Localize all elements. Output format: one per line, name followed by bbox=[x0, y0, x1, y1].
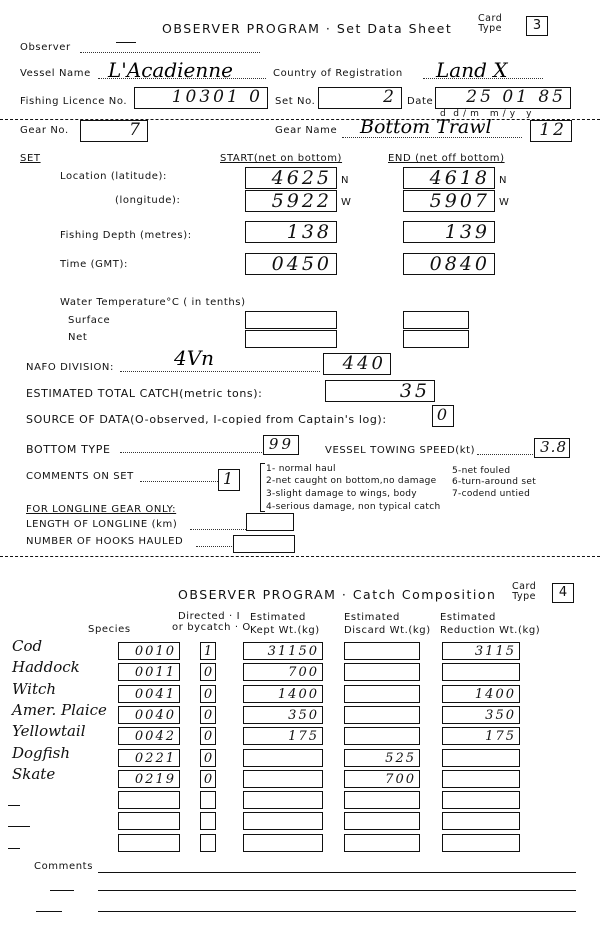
discard-weight-box[interactable] bbox=[344, 791, 420, 809]
set-sheet-title: OBSERVER PROGRAM · Set Data Sheet bbox=[162, 21, 453, 36]
observer-line[interactable] bbox=[80, 52, 260, 53]
bottom-type-label: BOTTOM TYPE bbox=[26, 443, 111, 456]
end-latitude[interactable]: 4618 bbox=[403, 167, 495, 189]
gear-code-box[interactable]: 12 bbox=[530, 120, 572, 142]
vessel-name-value[interactable]: L'Acadienne bbox=[108, 58, 233, 82]
hooks-line bbox=[196, 546, 232, 547]
comments-line-1[interactable] bbox=[98, 872, 576, 873]
directed-box[interactable] bbox=[200, 791, 216, 809]
reduction-header: Estimated Reduction Wt.(kg) bbox=[440, 612, 541, 636]
species-name-line[interactable] bbox=[8, 826, 30, 827]
latitude-label: Location (latitude): bbox=[60, 171, 168, 182]
kept-weight-box[interactable] bbox=[243, 791, 323, 809]
start-time[interactable]: 0450 bbox=[245, 253, 337, 275]
species-code-box[interactable]: 0219 bbox=[118, 770, 180, 788]
directed-header: Directed · I bbox=[178, 611, 241, 622]
discard-weight-box[interactable] bbox=[344, 706, 420, 724]
comment-code-4: 4-serious damage, non typical catch bbox=[266, 502, 441, 512]
bottom-type-line bbox=[120, 452, 262, 453]
comments-line-3a bbox=[36, 911, 62, 912]
directed-box[interactable] bbox=[200, 812, 216, 830]
comments-label: Comments bbox=[34, 861, 94, 872]
comment-codes-bracket bbox=[260, 463, 265, 512]
start-lat-n: N bbox=[341, 175, 350, 186]
discard-weight-box[interactable] bbox=[344, 834, 420, 852]
comment-code-6: 6-turn-around set bbox=[452, 477, 537, 487]
reduction-weight-box[interactable] bbox=[442, 663, 520, 681]
kept-weight-box[interactable] bbox=[243, 770, 323, 788]
directed-box[interactable]: 0 bbox=[200, 727, 216, 745]
kept-weight-box[interactable]: 175 bbox=[243, 727, 323, 745]
discard-weight-box[interactable] bbox=[344, 812, 420, 830]
licence-box[interactable]: 10301 0 bbox=[134, 87, 268, 109]
longline-length-label: LENGTH OF LONGLINE (km) bbox=[26, 519, 178, 530]
time-label: Time (GMT): bbox=[60, 259, 128, 270]
gear-name-label: Gear Name bbox=[275, 125, 338, 136]
country-label: Country of Registration bbox=[273, 68, 403, 79]
directed-box[interactable]: 0 bbox=[200, 770, 216, 788]
species-name[interactable]: Haddock bbox=[12, 658, 80, 676]
reduction-weight-box[interactable]: 3115 bbox=[442, 642, 520, 660]
discard-weight-box[interactable] bbox=[344, 663, 420, 681]
card-type-label: Card Type bbox=[478, 13, 503, 34]
longline-length-line bbox=[190, 529, 246, 530]
kept-weight-box[interactable] bbox=[243, 834, 323, 852]
observer-label: Observer bbox=[20, 42, 71, 53]
start-header bbox=[220, 154, 342, 164]
source-box[interactable]: 0 bbox=[432, 405, 454, 427]
reduction-weight-box[interactable]: 350 bbox=[442, 706, 520, 724]
discard-weight-box[interactable]: 525 bbox=[344, 749, 420, 767]
directed-box[interactable] bbox=[200, 834, 216, 852]
licence-label: Fishing Licence No. bbox=[20, 96, 128, 107]
comment-code-7: 7-codend untied bbox=[452, 489, 531, 499]
species-name[interactable]: Skate bbox=[12, 765, 56, 783]
species-code-box[interactable]: 0221 bbox=[118, 749, 180, 767]
date-format: d d / m m / y y bbox=[440, 109, 533, 119]
directed-box[interactable]: 1 bbox=[200, 642, 216, 660]
species-code-box[interactable] bbox=[118, 812, 180, 830]
set-no-label: Set No. bbox=[275, 96, 316, 107]
reduction-weight-box[interactable] bbox=[442, 770, 520, 788]
nafo-line bbox=[120, 371, 320, 372]
longitude-label: (longitude): bbox=[115, 195, 181, 206]
gear-no-box[interactable]: 7 bbox=[80, 120, 148, 142]
discard-weight-box[interactable]: 700 bbox=[344, 770, 420, 788]
date-box[interactable]: 25 01 85 bbox=[435, 87, 571, 109]
species-code-box[interactable]: 0011 bbox=[118, 663, 180, 681]
observer-mark bbox=[116, 42, 136, 43]
kept-weight-box[interactable] bbox=[243, 749, 323, 767]
kept-weight-box[interactable]: 700 bbox=[243, 663, 323, 681]
net-temp-label: Net bbox=[68, 332, 88, 343]
kept-header: Estimated Kept Wt.(kg) bbox=[250, 612, 320, 636]
catch-card-type-box[interactable]: 4 bbox=[552, 583, 574, 603]
bottom-type-box[interactable]: 99 bbox=[263, 435, 299, 455]
towing-speed-box[interactable]: 3.8 bbox=[534, 438, 570, 458]
reduction-weight-box[interactable] bbox=[442, 791, 520, 809]
towing-speed-label: VESSEL TOWING SPEED(kt) bbox=[325, 445, 476, 456]
country-value[interactable]: Land X bbox=[436, 58, 508, 82]
end-surface-temp[interactable] bbox=[403, 311, 469, 329]
species-name[interactable]: Dogfish bbox=[12, 744, 71, 762]
species-code-box[interactable]: 0041 bbox=[118, 685, 180, 703]
comment-code-1: 1- normal haul bbox=[266, 464, 336, 474]
gear-no-label: Gear No. bbox=[20, 125, 69, 136]
longline-label: FOR LONGLINE GEAR ONLY: bbox=[26, 504, 177, 515]
source-label: SOURCE OF DATA(O-observed, I-copied from Captain's log): bbox=[26, 413, 387, 426]
start-longitude[interactable]: 5922 bbox=[245, 190, 337, 212]
date-label: Date bbox=[407, 96, 434, 107]
discard-weight-box[interactable] bbox=[344, 642, 420, 660]
reduction-weight-box[interactable]: 175 bbox=[442, 727, 520, 745]
comment-code-3: 3-slight damage to wings, body bbox=[266, 489, 417, 499]
comment-code-5: 5-net fouled bbox=[452, 466, 511, 476]
comments-set-line bbox=[140, 481, 218, 482]
nafo-code-box[interactable]: 440 bbox=[323, 353, 391, 375]
kept-weight-box[interactable]: 31150 bbox=[243, 642, 323, 660]
discard-header: Estimated Discard Wt.(kg) bbox=[344, 612, 431, 636]
end-time[interactable]: 0840 bbox=[403, 253, 495, 275]
comments-line-2[interactable] bbox=[98, 890, 576, 891]
vessel-name-line bbox=[98, 78, 266, 79]
directed-box[interactable]: 0 bbox=[200, 685, 216, 703]
end-header bbox=[388, 154, 505, 164]
end-longitude[interactable]: 5907 bbox=[403, 190, 495, 212]
species-name[interactable]: Amer. Plaice bbox=[12, 701, 107, 719]
catch-box[interactable]: 35 bbox=[325, 380, 435, 402]
comment-code-2: 2-net caught on bottom,no damage bbox=[266, 476, 437, 486]
species-code-box[interactable]: 0010 bbox=[118, 642, 180, 660]
end-depth[interactable]: 139 bbox=[403, 221, 495, 243]
water-temp-label: Water Temperature°C ( in tenths) bbox=[60, 297, 246, 308]
towing-speed-line bbox=[477, 454, 533, 455]
species-name[interactable]: Yellowtail bbox=[12, 722, 86, 740]
start-lon-w: W bbox=[341, 197, 352, 208]
vessel-name-label: Vessel Name bbox=[20, 68, 91, 79]
card-type-box[interactable]: 3 bbox=[526, 16, 548, 36]
species-name[interactable]: Cod bbox=[12, 637, 43, 655]
set-no-box[interactable]: 2 bbox=[318, 87, 402, 109]
directed-box[interactable]: 0 bbox=[200, 663, 216, 681]
species-name-line[interactable] bbox=[8, 848, 20, 849]
comments-set-label: COMMENTS ON SET bbox=[26, 471, 134, 482]
kept-weight-box[interactable] bbox=[243, 812, 323, 830]
species-name[interactable]: Witch bbox=[12, 680, 57, 698]
nafo-label: NAFO DIVISION: bbox=[26, 362, 114, 373]
catch-sheet-title: OBSERVER PROGRAM · Catch Composition bbox=[178, 587, 497, 602]
reduction-weight-box[interactable]: 1400 bbox=[442, 685, 520, 703]
reduction-weight-box[interactable] bbox=[442, 812, 520, 830]
gear-name-value[interactable]: Bottom Trawl bbox=[360, 116, 492, 138]
discard-weight-box[interactable] bbox=[344, 727, 420, 745]
end-lon-w: W bbox=[499, 197, 510, 208]
end-header-text: END (net off bottom) bbox=[388, 153, 505, 164]
species-name-line[interactable] bbox=[8, 805, 20, 806]
kept-weight-box[interactable]: 1400 bbox=[243, 685, 323, 703]
species-code-box[interactable]: 0040 bbox=[118, 706, 180, 724]
start-surface-temp[interactable] bbox=[245, 311, 337, 329]
end-net-temp[interactable] bbox=[403, 330, 469, 348]
discard-weight-box[interactable] bbox=[344, 685, 420, 703]
reduction-weight-box[interactable] bbox=[442, 834, 520, 852]
gear-name-line bbox=[342, 137, 522, 138]
catch-label: ESTIMATED TOTAL CATCH(metric tons): bbox=[26, 387, 263, 400]
comments-line-2a bbox=[50, 890, 74, 891]
surface-label: Surface bbox=[68, 315, 111, 326]
depth-label: Fishing Depth (metres): bbox=[60, 230, 192, 241]
end-lat-n: N bbox=[499, 175, 508, 186]
reduction-weight-box[interactable] bbox=[442, 749, 520, 767]
start-depth[interactable]: 138 bbox=[245, 221, 337, 243]
start-latitude[interactable]: 4625 bbox=[245, 167, 337, 189]
start-header-text: START(net on bottom) bbox=[220, 153, 343, 164]
nafo-written[interactable]: 4Vn bbox=[174, 346, 215, 370]
bycatch-header: or bycatch · O bbox=[172, 622, 251, 633]
country-line bbox=[423, 78, 543, 79]
directed-box[interactable]: 0 bbox=[200, 706, 216, 724]
set-section-label: SET bbox=[20, 153, 41, 164]
species-code-box[interactable] bbox=[118, 791, 180, 809]
comments-set-box[interactable]: 1 bbox=[218, 469, 240, 491]
start-net-temp[interactable] bbox=[245, 330, 337, 348]
comments-line-3[interactable] bbox=[98, 911, 576, 912]
species-code-box[interactable] bbox=[118, 834, 180, 852]
directed-box[interactable]: 0 bbox=[200, 749, 216, 767]
hooks-label: NUMBER OF HOOKS HAULED bbox=[26, 536, 184, 547]
catch-card-type-label: Card Type bbox=[512, 581, 537, 602]
separator-middle bbox=[0, 556, 600, 557]
kept-weight-box[interactable]: 350 bbox=[243, 706, 323, 724]
species-header: Species bbox=[88, 624, 131, 635]
hooks-box[interactable] bbox=[233, 535, 295, 553]
longline-length-box[interactable] bbox=[246, 513, 294, 531]
species-code-box[interactable]: 0042 bbox=[118, 727, 180, 745]
